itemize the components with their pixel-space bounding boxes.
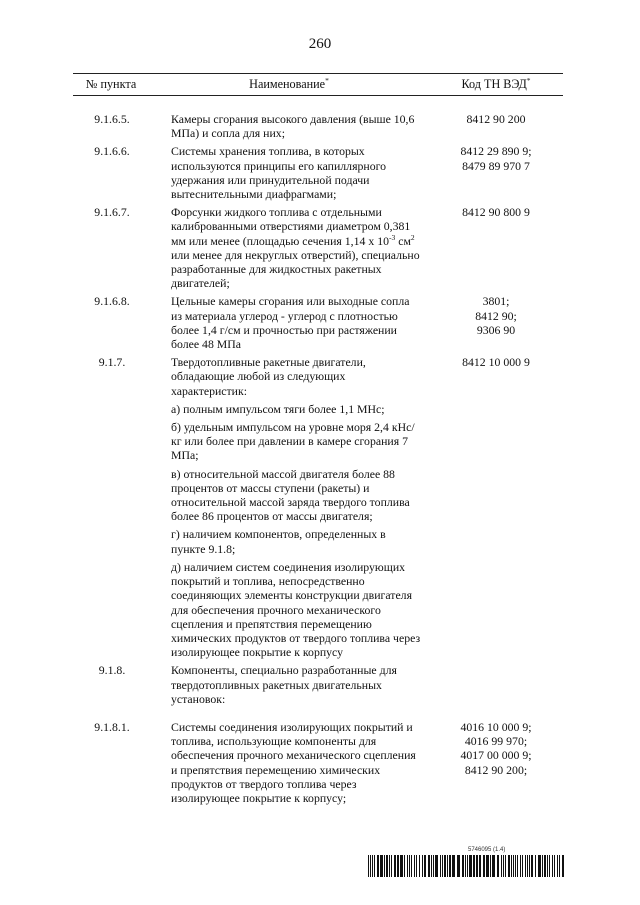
barcode-bar [508,855,510,877]
barcode-bar [422,855,423,877]
barcode-bar [531,855,533,877]
barcode-bar [431,855,432,877]
barcode-bar [397,855,399,877]
barcode-bar [433,855,434,877]
barcode-bar [522,855,523,877]
row-number: 9.1.8. [98,663,126,678]
row-code: 8412 10 000 9 [462,355,530,370]
row-number: 9.1.6.7. [94,205,130,220]
barcode-bar [483,855,485,877]
barcode-icon [368,855,564,877]
barcode-bar [547,855,548,877]
barcode-bar [549,855,550,877]
table-row [73,663,563,706]
barcode-bar [479,855,481,877]
barcode-bar [416,855,417,877]
barcode-bar [520,855,521,877]
barcode-bar [503,855,504,877]
table-row [73,205,563,290]
barcode-bar [368,855,369,877]
barcode-bar [372,855,373,877]
row-number: 9.1.7. [98,355,126,370]
table-row [73,144,563,201]
header-item-number: № пункта [85,77,137,91]
barcode-bar [497,855,499,877]
barcode-bar [505,855,506,877]
barcode-bar [384,855,385,877]
barcode-bar [462,855,464,877]
row-name: Системы соединения изолирующих покрытий и топлива, использующие компоненты для обеспечения прочного механического сцепления и препятствия перемещению химических продуктов от твердого топлива через изолирующее покрытие к корпусу; [171,719,416,805]
barcode-bar [557,855,558,877]
barcode-bar [386,855,388,877]
barcode-bar [511,855,512,877]
barcode-bar [476,855,478,877]
barcode-bar [442,855,443,877]
table-header [73,73,563,96]
row-code: 3801; 8412 90; 9306 90 [475,294,517,337]
barcode-bar [389,855,390,877]
barcode-bar [435,855,438,877]
barcode-bar [440,855,441,877]
row-name: Системы хранения топлива, в которых используются принципы его капиллярного удержания или принудительной подачи вытеснительными диафрагмами; [171,144,387,202]
barcode-bar [394,855,396,877]
barcode-bar [374,855,375,877]
document-table [73,73,563,805]
page-number: 260 [308,36,332,52]
barcode-bar [447,855,448,877]
barcode-bar [562,855,564,877]
table-body [73,112,563,805]
barcode-bar [407,855,408,877]
barcode-bar [501,855,502,877]
row-number: 9.1.6.6. [94,144,130,159]
header-name-footnote-mark: * [325,75,329,85]
row-code: 4016 10 000 9; 4016 99 970; 4017 00 000 9; 8412 90 200; [460,719,532,777]
table-row [73,355,563,659]
row-name: Цельные камеры сгорания или выходные сопла из материала углерод - углерод с плотностью более 1,4 г/см и прочностью при растяжении более 48 МПа [171,294,410,352]
row-code [429,663,563,706]
row-number: 9.1.6.5. [94,112,130,126]
barcode-bar [424,855,426,877]
header-name: Наименование* [249,75,329,91]
barcode-bar [391,855,392,877]
barcode-bar [409,855,410,877]
table-row [73,294,563,351]
barcode-bar [414,855,415,877]
row-number: 9.1.8.1. [94,719,130,734]
barcode-bar [449,855,451,877]
table-row [73,112,563,140]
barcode-bar [527,855,528,877]
barcode-bar [411,855,412,877]
barcode-bar [559,855,560,877]
barcode-bar [554,855,555,877]
document-id: 5746095 (1.4) [468,847,506,853]
barcode-bar [515,855,516,877]
row-name: Камеры сгорания высокого давления (выше 10,6 МПа) и сопла для них; [171,112,415,141]
barcode-bar [486,855,489,877]
barcode-bar [542,855,543,877]
barcode-bar [552,855,553,877]
barcode-bar [419,855,420,877]
barcode-bar [473,855,475,877]
barcode-bar [490,855,491,877]
barcode-bar [452,855,455,877]
header-code: Код ТН ВЭД* [461,75,531,91]
barcode-bar [517,855,518,877]
barcode-bar [465,855,466,877]
barcode-bar [457,855,460,877]
row-name: Компоненты, специально разработанные для твердотопливных ракетных двигательных установок: [171,663,397,706]
row-code: 8412 29 890 9; 8479 89 970 7 [460,144,532,173]
barcode-bar [370,855,371,877]
barcode-bar [469,855,472,877]
row-code: 8412 90 200 [466,112,526,126]
row-name: Твердотопливные ракетные двигатели, обладающие любой из следующих характеристик: а) полным импульсом тяги более 1,1 МНс; б) удельным импульсом на уровне моря 2,4 кНс/кг или более при давлении в камере сгорания 7 МПа; в) относительной массой двигателя более 88 процентов от массы ступени (ракеты) и относительной массой заряда твердого топлива более 86 процентов от массы двигателя; г) наличием компонентов, определенных в пункте 9.1.8; д) наличием систем соединения изолирующих покрытий и топлива, непосредственно соединяющих элементы конструкции двигателя для обеспечения прочного механического сцепления и препятствия перемещению химических продуктов от твердого топлива через изолирующее покрытие к корпусу [171,355,421,660]
row-number: 9.1.6.8. [94,294,130,309]
barcode-bar [529,855,530,877]
barcode-bar [428,855,430,877]
barcode-bar [538,855,541,877]
row-code: 8412 90 800 9 [462,205,530,220]
barcode-bar [535,855,536,877]
barcode-bar [404,855,405,877]
barcode-bar [380,855,383,877]
barcode-bar [400,855,403,877]
barcode-bar [467,855,468,877]
barcode-bar [444,855,446,877]
barcode-bar [492,855,495,877]
barcode-bar [525,855,526,877]
table-row [73,720,563,805]
barcode-bar [544,855,546,877]
barcode-bar [513,855,514,877]
header-code-footnote-mark: * [526,75,531,85]
barcode-bar [377,855,379,877]
row-name: Форсунки жидкого топлива с отдельными калиброванными отверстиями диаметром 0,381 мм или менее (площадью сечения 1,14 х $10^{-3}$ $см^2$ или менее для некруглых отверстий), специально разработанные для жидкостных ракетных двигателей; [171,205,420,291]
